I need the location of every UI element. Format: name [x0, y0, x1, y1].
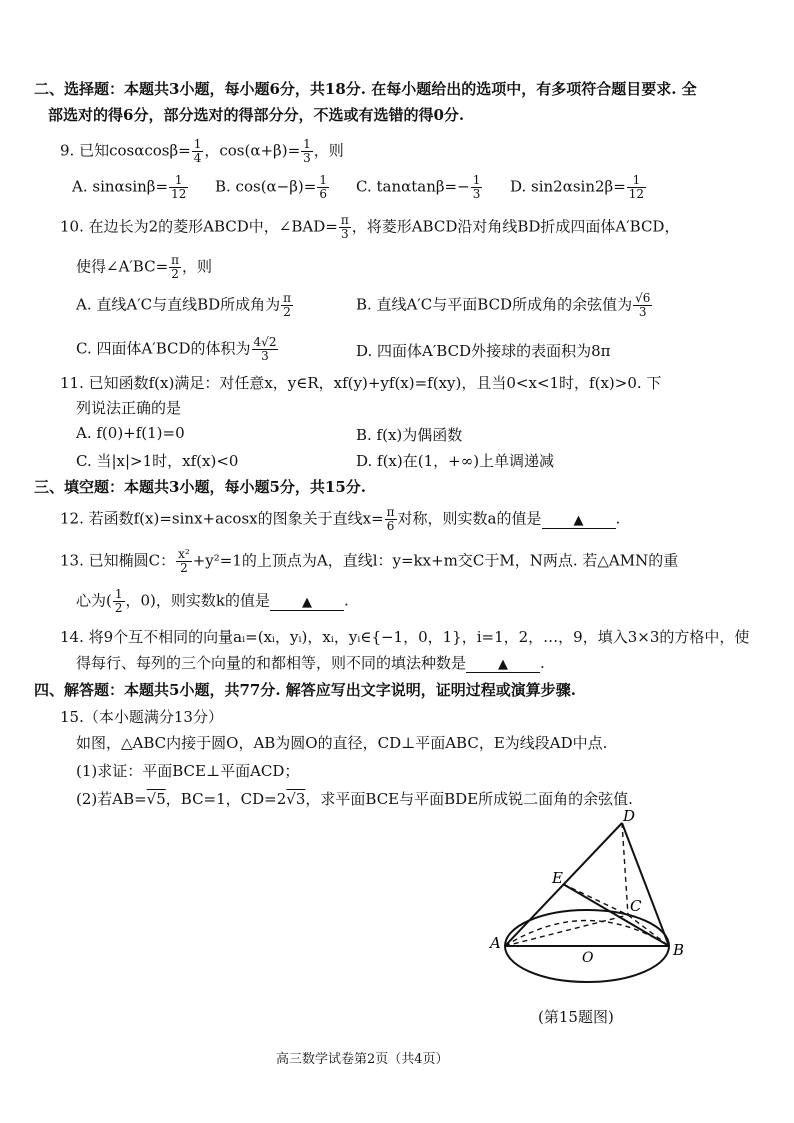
- question-15-header: 15.（本小题满分13分）: [60, 708, 223, 726]
- question-11-stem-line1: 11. 已知函数f(x)满足：对任意x，y∈R，xf(y)+yf(x)=f(xy)，且当0<x<1时，f(x)>0. 下: [60, 374, 662, 392]
- label-a: A: [490, 934, 501, 952]
- question-12: 12. 若函数f(x)=sinx+acosx的图象关于直线x= $\frac{\pi}{6}$ 对称，则实数a的值是 ▲ .: [60, 505, 621, 533]
- triangle-icon: ▲: [302, 594, 312, 610]
- triangle-icon: ▲: [498, 657, 509, 672]
- question-9-stem: 9. 已知cosαcosβ= $\frac{1}{4}$ ，cos(α+β)= $\frac{1}{3}$ ，则: [60, 137, 344, 165]
- section-2-title: 二、选择题：本题共3小题，每小题6分，共18分. 在每小题给出的选项中，有多项符合题目要求. 全: [34, 80, 697, 98]
- question-10-option-b: B. 直线A′C与平面BCD所成角的余弦值为 $\frac{√6}{3}$: [356, 291, 651, 319]
- circle-back-dashed-arc: [505, 921, 669, 947]
- label-o: O: [582, 950, 594, 966]
- section-2-subtitle: 部选对的得6分，部分选对的得部分分，不选或有选错的得0分.: [48, 106, 465, 124]
- answer-blank-12[interactable]: [542, 512, 616, 529]
- question-11-option-c: C. 当|x|>1时，xf(x)<0: [76, 452, 239, 470]
- question-9-option-c: C. tanαtanβ=− $\frac{1}{3}$: [356, 173, 481, 201]
- section-3-title: 三、填空题：本题共3小题，每小题5分，共15分.: [34, 478, 366, 496]
- answer-blank-14[interactable]: [466, 656, 540, 673]
- page-footer: 高三数学试卷第2页（共4页）: [276, 1052, 449, 1067]
- triangle-icon: ▲: [573, 512, 584, 528]
- question-10-option-d: D. 四面体A′BCD外接球的表面积为8π: [356, 342, 611, 360]
- section-4-title: 四、解答题：本题共5小题，共77分. 解答应写出文字说明，证明过程或演算步骤.: [34, 681, 576, 699]
- question-10-option-c: C. 四面体A′BCD的体积为 $\frac{4√2}{3}$: [76, 335, 277, 363]
- edge-eb: [563, 884, 669, 946]
- question-14-line1: 14. 将9个互不相同的向量aᵢ=(xᵢ，yᵢ)，xᵢ，yᵢ∈{−1，0，1}，i=1，2，…，9，填入3×3的方格中，使: [60, 628, 750, 646]
- figure-15-diagram: [480, 805, 700, 1005]
- label-d: D: [623, 807, 636, 825]
- question-14-line2: 得每行、每列的三个向量的和都相等，则不同的填法种数是 ▲ .: [76, 654, 545, 672]
- label-b: B: [673, 941, 685, 959]
- figure-caption: (第15题图): [538, 1008, 614, 1026]
- edge-ac: [505, 915, 628, 946]
- question-15-stem: 如图，△ABC内接于圆O，AB为圆O的直径，CD⊥平面ABC，E为线段AD中点.: [76, 734, 608, 752]
- question-13-line2: 心为( $\frac{1}{2}$ ，0)，则实数k的值是 ▲ .: [76, 587, 349, 615]
- question-11-option-b: B. f(x)为偶函数: [356, 426, 463, 444]
- question-15-part-2: (2)若AB=√5，BC=1，CD=2√3，求平面BCE与平面BDE所成锐二面角的余弦值.: [76, 790, 633, 808]
- question-9-option-d: D. sin2αsin2β= $\frac{1}{12}$: [510, 173, 645, 201]
- question-10-stem-line1: 10. 在边长为2的菱形ABCD中，∠BAD= $\frac{\pi}{3}$ ，将菱形ABCD沿对角线BD折成四面体A′BCD，: [60, 213, 680, 241]
- question-15-part-1: (1)求证：平面BCE⊥平面ACD；: [76, 762, 300, 780]
- question-9-option-a: A. sinαsinβ= $\frac{1}{12}$: [72, 173, 187, 201]
- label-e: E: [552, 869, 563, 887]
- question-11-option-a: A. f(0)+f(1)=0: [76, 424, 185, 442]
- question-10-option-a: A. 直线A′C与直线BD所成角为 $\frac{\pi}{2}$: [76, 291, 292, 319]
- label-c: C: [630, 897, 642, 915]
- question-10-stem-line2: 使得∠A′BC= $\frac{\pi}{2}$ ，则: [76, 253, 213, 281]
- question-11-stem-line2: 列说法正确的是: [76, 399, 182, 417]
- question-13-line1: 13. 已知椭圆C： $\frac{\text{x²}}{2}$ +y²=1的上顶点为A，直线l：y=kx+m交C于M，N两点. 若△AMN的重: [60, 547, 679, 575]
- answer-blank-13[interactable]: [270, 594, 344, 611]
- question-9-option-b: B. cos(α−β)= $\frac{1}{6}$: [215, 173, 327, 201]
- question-11-option-d: D. f(x)在(1，+∞)上单调递减: [356, 452, 555, 470]
